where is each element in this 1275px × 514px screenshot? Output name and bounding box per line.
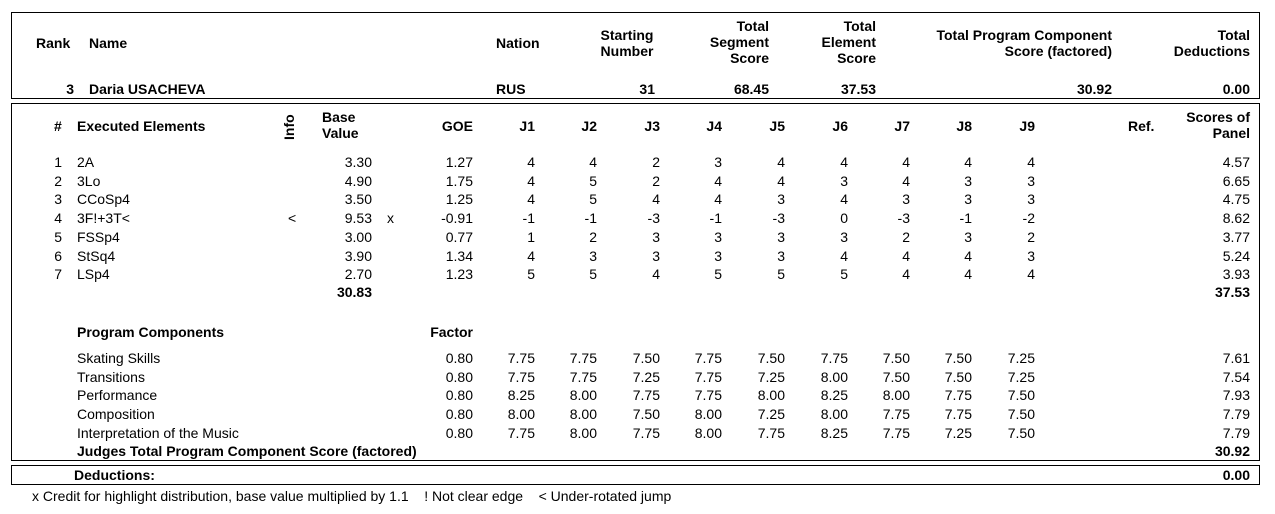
element-base-value: 3.90 [344, 248, 372, 264]
element-judge-score: 4 [902, 248, 910, 264]
component-panel-score: 7.79 [1222, 425, 1250, 441]
element-panel-score: 4.75 [1222, 191, 1250, 207]
element-judge-score: 4 [964, 154, 972, 170]
element-judge-score: 2 [1027, 229, 1035, 245]
element-judge-score: 3 [964, 191, 972, 207]
component-name: Composition [77, 406, 155, 422]
component-name: Skating Skills [77, 350, 161, 366]
ref-header: Ref. [1128, 118, 1155, 134]
element-judge-score: 3 [589, 248, 597, 264]
program-components-header: Program Components [77, 324, 225, 340]
component-judge-score: 7.75 [569, 369, 597, 385]
judge-header-5: J5 [769, 118, 785, 134]
element-name: FSSp4 [77, 229, 120, 245]
nation-header: Nation [496, 35, 540, 51]
element-judge-score: 4 [589, 154, 597, 170]
component-judge-score: 7.75 [882, 406, 910, 422]
component-judge-score: 8.00 [820, 369, 848, 385]
element-base-value: 4.90 [344, 173, 372, 189]
scores-of-panel-header: Scores of Panel [1186, 109, 1250, 141]
rank-header: Rank [36, 35, 71, 51]
element-judge-score: 3 [1027, 191, 1035, 207]
component-judge-score: 8.25 [507, 387, 535, 403]
component-judge-score: 7.75 [569, 350, 597, 366]
element-base-value: 3.30 [344, 154, 372, 170]
component-factor: 0.80 [445, 406, 473, 422]
element-judge-score: 3 [777, 248, 785, 264]
element-judge-score: 2 [902, 229, 910, 245]
panel-total: 37.53 [1214, 284, 1250, 300]
elements-num-header: # [54, 118, 62, 134]
element-judge-score: 5 [589, 173, 597, 189]
element-goe: -0.91 [441, 210, 473, 226]
element-judge-score: 5 [777, 266, 785, 282]
component-judge-score: 8.00 [694, 406, 722, 422]
judge-header-3: J3 [644, 118, 660, 134]
components-total-label: Judges Total Program Component Score (factored) [77, 443, 417, 459]
component-judge-score: 7.25 [632, 369, 660, 385]
footnote: x Credit for highlight distribution, base value multiplied by 1.1 ! Not clear edge < Under-rotated jump [32, 488, 672, 504]
element-judge-score: 3 [652, 248, 660, 264]
element-judge-score: 3 [840, 173, 848, 189]
component-name: Transitions [77, 369, 145, 385]
element-judge-score: 4 [527, 248, 535, 264]
component-judge-score: 8.00 [757, 387, 785, 403]
element-panel-score: 5.24 [1222, 248, 1250, 264]
element-judge-score: -1 [959, 210, 972, 226]
element-judge-score: 3 [1027, 248, 1035, 264]
element-goe: 0.77 [445, 229, 473, 245]
element-judge-score: 1 [527, 229, 535, 245]
element-judge-score: 4 [527, 191, 535, 207]
element-judge-score: 3 [714, 229, 722, 245]
component-judge-score: 8.00 [694, 425, 722, 441]
component-judge-score: 7.75 [694, 350, 722, 366]
element-judge-score: 4 [714, 173, 722, 189]
component-judge-score: 7.75 [632, 425, 660, 441]
element-judge-score: -2 [1022, 210, 1035, 226]
element-goe: 1.27 [445, 154, 473, 170]
judge-header-4: J4 [706, 118, 722, 134]
element-judge-score: 3 [714, 248, 722, 264]
component-judge-score: 7.50 [1007, 387, 1035, 403]
element-judge-score: 2 [589, 229, 597, 245]
judge-header-2: J2 [581, 118, 597, 134]
element-goe: 1.75 [445, 173, 473, 189]
component-judge-score: 7.25 [757, 406, 785, 422]
element-judge-score: 4 [1027, 266, 1035, 282]
element-panel-score: 4.57 [1222, 154, 1250, 170]
element-judge-score: 3 [964, 229, 972, 245]
component-judge-score: 7.25 [757, 369, 785, 385]
element-base-value: 2.70 [344, 266, 372, 282]
component-judge-score: 8.00 [569, 425, 597, 441]
component-judge-score: 7.75 [757, 425, 785, 441]
element-judge-score: -1 [522, 210, 535, 226]
component-judge-score: 7.50 [632, 406, 660, 422]
element-judge-score: 4 [840, 154, 848, 170]
element-judge-score: 4 [964, 248, 972, 264]
total-segment-score-header: Total Segment Score [709, 18, 769, 66]
element-judge-score: 3 [902, 191, 910, 207]
element-judge-score: 3 [964, 173, 972, 189]
element-judge-score: -3 [897, 210, 910, 226]
component-judge-score: 7.50 [882, 369, 910, 385]
skater-rank: 3 [66, 81, 74, 97]
element-judge-score: 5 [527, 266, 535, 282]
element-goe: 1.23 [445, 266, 473, 282]
element-judge-score: -3 [772, 210, 785, 226]
element-judge-score: 4 [527, 173, 535, 189]
element-name: StSq4 [77, 248, 116, 264]
component-judge-score: 7.50 [1007, 406, 1035, 422]
element-judge-score: 4 [902, 173, 910, 189]
component-judge-score: 7.50 [944, 350, 972, 366]
element-judge-score: 4 [652, 266, 660, 282]
element-judge-score: 3 [777, 191, 785, 207]
component-factor: 0.80 [445, 350, 473, 366]
component-factor: 0.80 [445, 369, 473, 385]
element-judge-score: 4 [1027, 154, 1035, 170]
element-judge-score: 0 [840, 210, 848, 226]
component-judge-score: 7.75 [694, 369, 722, 385]
element-judge-score: 4 [777, 154, 785, 170]
goe-header: GOE [441, 118, 473, 134]
element-judge-score: 5 [840, 266, 848, 282]
element-name: CCoSp4 [77, 191, 130, 207]
skater-nation: RUS [496, 81, 526, 97]
element-name: 3Lo [77, 173, 101, 189]
element-panel-score: 8.62 [1222, 210, 1250, 226]
element-panel-score: 6.65 [1222, 173, 1250, 189]
judge-header-8: J8 [956, 118, 972, 134]
component-judge-score: 7.75 [694, 387, 722, 403]
element-judge-score: 4 [840, 248, 848, 264]
component-judge-score: 7.75 [944, 387, 972, 403]
element-judge-score: 3 [652, 229, 660, 245]
element-judge-score: 5 [589, 191, 597, 207]
total-deductions-header: Total Deductions [1173, 27, 1250, 59]
component-judge-score: 8.00 [569, 387, 597, 403]
deductions-box [11, 465, 1260, 485]
element-judge-score: 4 [964, 266, 972, 282]
component-judge-score: 7.75 [632, 387, 660, 403]
element-panel-score: 3.93 [1222, 266, 1250, 282]
component-factor: 0.80 [445, 425, 473, 441]
judge-header-1: J1 [519, 118, 535, 134]
component-judge-score: 7.75 [507, 350, 535, 366]
component-panel-score: 7.54 [1222, 369, 1250, 385]
skater-total-deductions: 0.00 [1222, 81, 1250, 97]
element-goe: 1.34 [445, 248, 473, 264]
component-judge-score: 7.50 [757, 350, 785, 366]
component-judge-score: 7.50 [944, 369, 972, 385]
element-number: 3 [54, 191, 62, 207]
component-judge-score: 7.75 [944, 406, 972, 422]
element-number: 2 [54, 173, 62, 189]
factor-header: Factor [430, 324, 473, 340]
component-judge-score: 8.25 [820, 425, 848, 441]
component-judge-score: 8.00 [820, 406, 848, 422]
component-factor: 0.80 [445, 387, 473, 403]
element-judge-score: 2 [652, 154, 660, 170]
info-header: Info [281, 114, 297, 140]
element-judge-score: 4 [902, 154, 910, 170]
element-name: LSp4 [77, 266, 110, 282]
component-judge-score: 8.00 [569, 406, 597, 422]
component-panel-score: 7.61 [1222, 350, 1250, 366]
element-base-value: 3.50 [344, 191, 372, 207]
component-judge-score: 7.25 [1007, 350, 1035, 366]
element-judge-score: -1 [584, 210, 597, 226]
component-judge-score: 7.50 [632, 350, 660, 366]
deductions-value: 0.00 [1222, 467, 1250, 483]
element-bonus-marker: x [387, 210, 394, 226]
component-name: Performance [77, 387, 158, 403]
skater-total-pcs: 30.92 [1076, 81, 1112, 97]
total-pcs-header: Total Program Component Score (factored) [936, 27, 1112, 59]
element-base-value: 9.53 [344, 210, 372, 226]
component-judge-score: 7.75 [507, 369, 535, 385]
element-judge-score: 4 [714, 191, 722, 207]
element-number: 7 [54, 266, 62, 282]
component-panel-score: 7.79 [1222, 406, 1250, 422]
component-judge-score: 8.00 [882, 387, 910, 403]
skater-total-segment-score: 68.45 [733, 81, 769, 97]
judge-header-7: J7 [894, 118, 910, 134]
base-value-total: 30.83 [336, 284, 372, 300]
component-judge-score: 7.75 [820, 350, 848, 366]
component-judge-score: 7.25 [944, 425, 972, 441]
element-number: 1 [54, 154, 62, 170]
element-judge-score: 4 [777, 173, 785, 189]
component-judge-score: 8.25 [820, 387, 848, 403]
element-number: 6 [54, 248, 62, 264]
component-panel-score: 7.93 [1222, 387, 1250, 403]
component-judge-score: 7.25 [1007, 369, 1035, 385]
element-number: 4 [54, 210, 62, 226]
name-header: Name [89, 35, 128, 51]
skater-name: Daria USACHEVA [89, 81, 206, 97]
component-judge-score: 8.00 [507, 406, 535, 422]
element-judge-score: 4 [527, 154, 535, 170]
element-name: 2A [77, 154, 95, 170]
element-judge-score: 3 [714, 154, 722, 170]
element-base-value: 3.00 [344, 229, 372, 245]
element-judge-score: 5 [589, 266, 597, 282]
skater-total-element-score: 37.53 [840, 81, 876, 97]
starting-number-header: Starting Number [600, 27, 654, 59]
component-judge-score: 7.50 [882, 350, 910, 366]
element-judge-score: -3 [647, 210, 660, 226]
element-panel-score: 3.77 [1222, 229, 1250, 245]
element-judge-score: 2 [652, 173, 660, 189]
components-total-value: 30.92 [1214, 443, 1250, 459]
judge-header-9: J9 [1019, 118, 1035, 134]
total-element-score-header: Total Element Score [821, 18, 876, 66]
element-judge-score: 5 [714, 266, 722, 282]
element-judge-score: 3 [840, 229, 848, 245]
element-goe: 1.25 [445, 191, 473, 207]
judge-header-6: J6 [832, 118, 848, 134]
element-judge-score: 3 [777, 229, 785, 245]
element-judge-score: 3 [1027, 173, 1035, 189]
base-value-header: Base Value [322, 109, 359, 141]
element-info: < [288, 210, 297, 226]
component-name: Interpretation of the Music [77, 425, 239, 441]
element-judge-score: -1 [709, 210, 722, 226]
element-judge-score: 4 [652, 191, 660, 207]
element-judge-score: 4 [840, 191, 848, 207]
skater-starting-number: 31 [639, 81, 655, 97]
element-name: 3F!+3T< [77, 210, 130, 226]
element-number: 5 [54, 229, 62, 245]
deductions-label: Deductions: [74, 467, 155, 483]
executed-elements-header: Executed Elements [77, 118, 206, 134]
component-judge-score: 7.75 [882, 425, 910, 441]
component-judge-score: 7.75 [507, 425, 535, 441]
element-judge-score: 4 [902, 266, 910, 282]
component-judge-score: 7.50 [1007, 425, 1035, 441]
